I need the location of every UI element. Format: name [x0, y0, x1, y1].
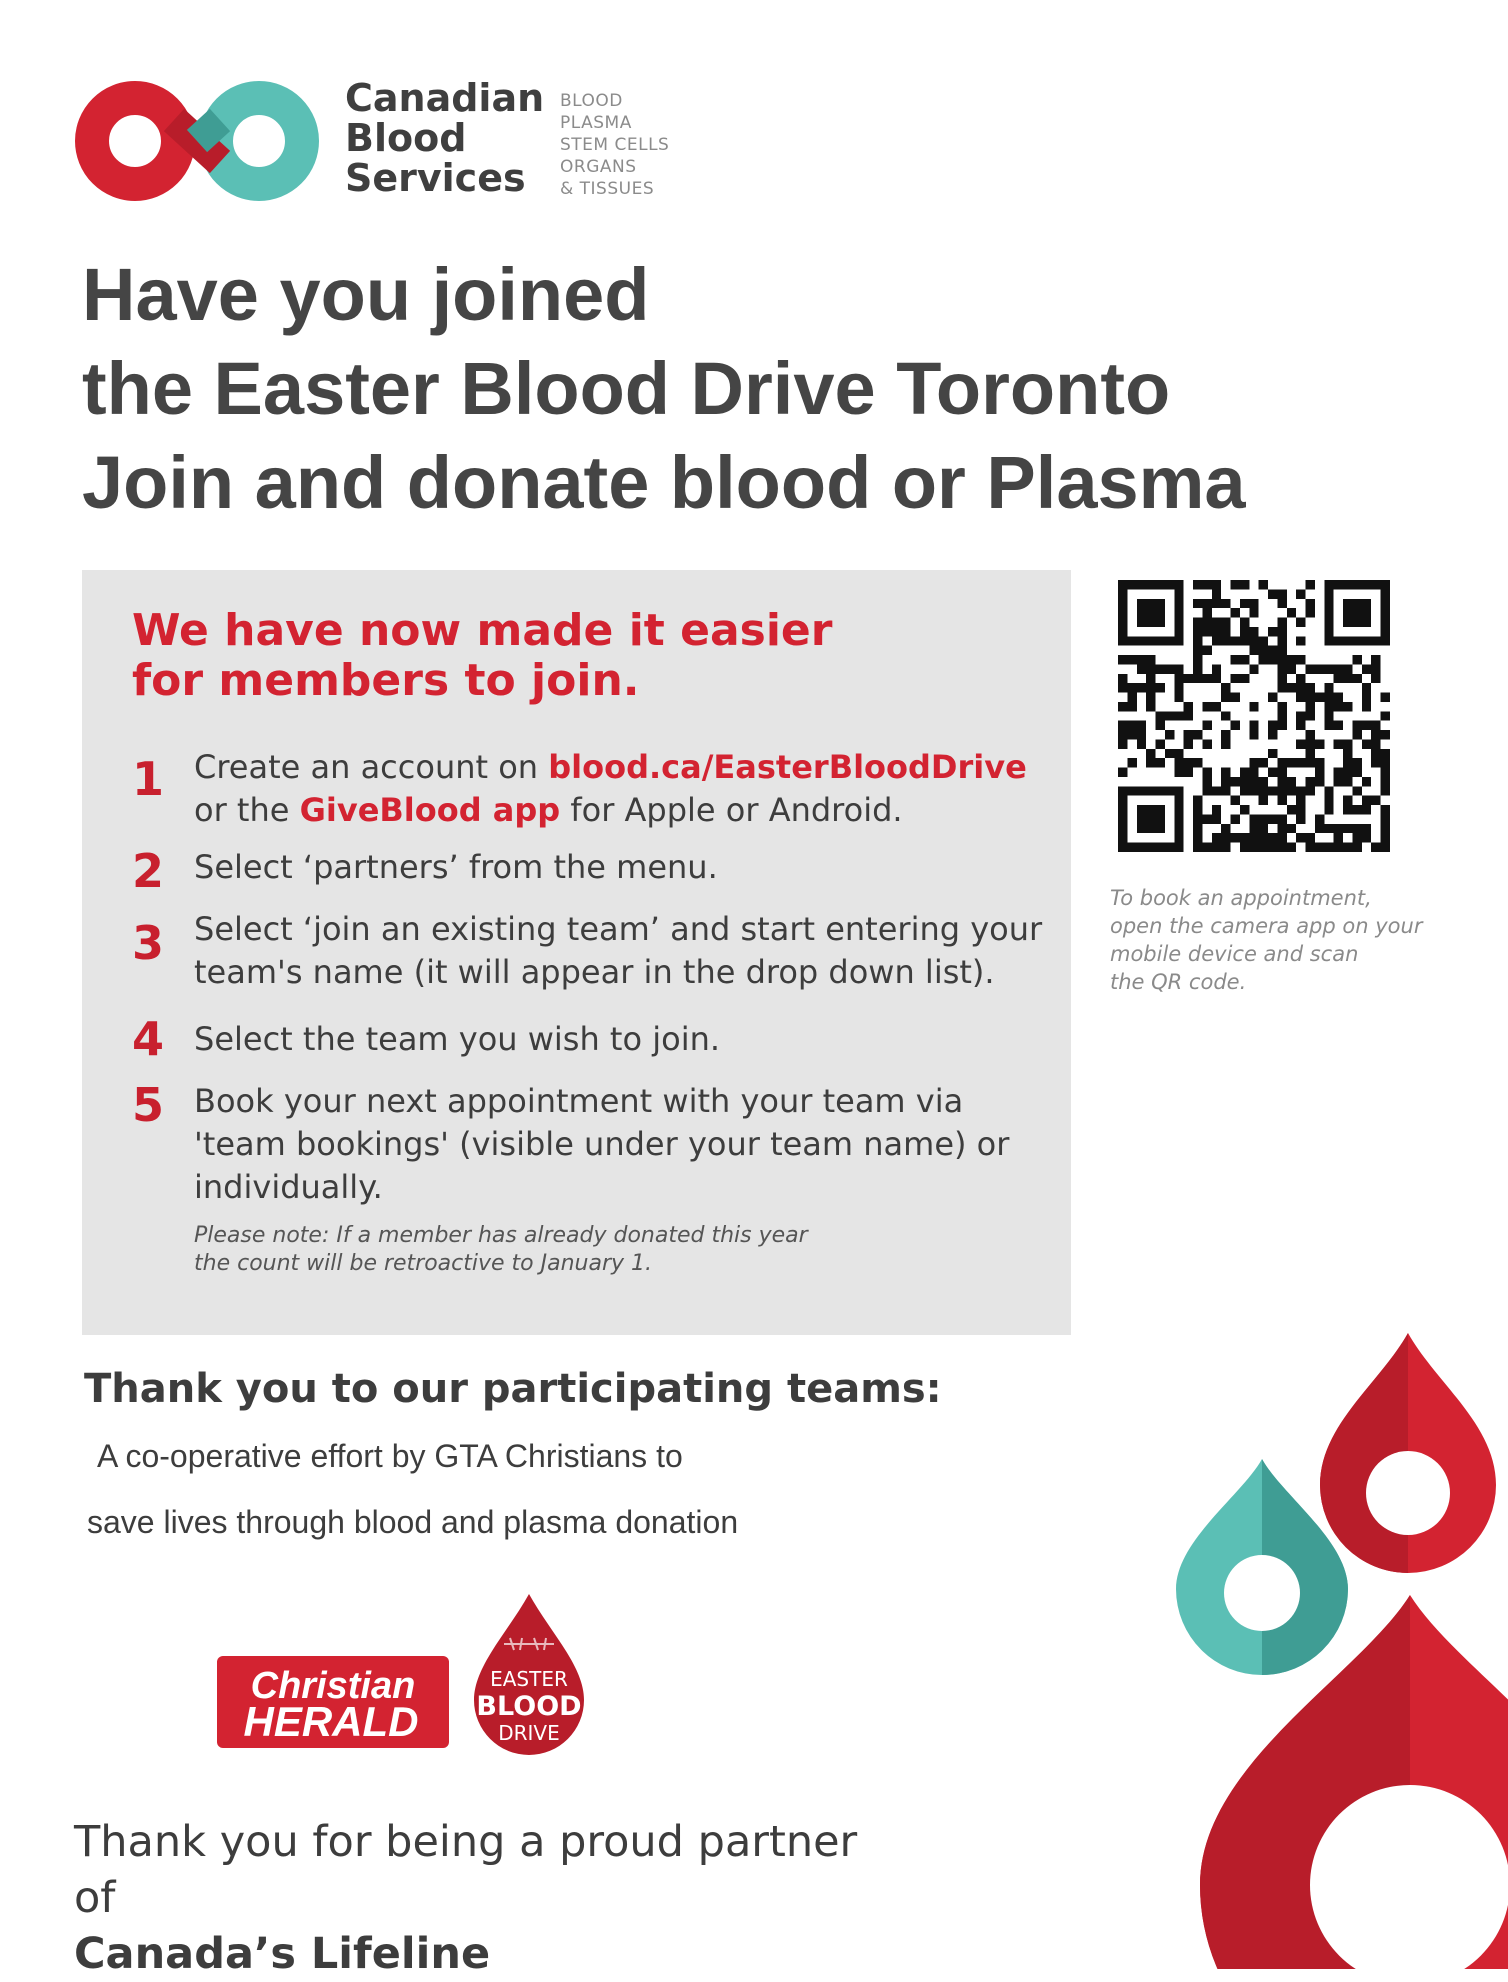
christian-herald-logo: [217, 1656, 449, 1748]
retroactive-note: Please note: If a member has already donated this year the count will be retroactive to January 1.: [194, 1223, 808, 1276]
step-2-text: Select ‘partners’ from the menu.: [194, 848, 718, 886]
step-1-text: Create an account on blood.ca/EasterBloodDrive or the GiveBlood app for Apple or Android.: [194, 748, 1027, 829]
step-number-1: 1: [132, 752, 165, 806]
thanks-line-1: A co-operative effort by GTA Christians to: [97, 1438, 683, 1474]
blood-drops-decoration-icon: [1170, 1325, 1508, 1969]
panel-title: We have now made it easier for members to join.: [132, 605, 833, 706]
step-number-3: 3: [132, 916, 165, 970]
step-5-text: Book your next appointment with your team via 'team bookings' (visible under your team name) or individually.: [194, 1082, 1010, 1206]
canadas-lifeline: Canada’s Lifeline: [74, 1929, 491, 1979]
easter-blood-drive-logo: [468, 1590, 590, 1758]
step-4-text: Select the team you wish to join.: [194, 1020, 721, 1058]
svg-text:EASTER: EASTER: [490, 1667, 568, 1691]
thanks-line-2: save lives through blood and plasma donation: [87, 1504, 739, 1540]
svg-text:HERALD: HERALD: [243, 1698, 419, 1745]
brand-services-list: BLOOD PLASMA STEM CELLS ORGANS & TISSUES: [560, 91, 670, 199]
blood-ca-link[interactable]: blood.ca/EasterBloodDrive: [548, 748, 1027, 786]
step-3-text: Select ‘join an existing team’ and start entering your team's name (it will appear in the drop down list).: [194, 910, 1043, 991]
step-number-2: 2: [132, 844, 165, 898]
svg-text:Christian: Christian: [250, 1665, 416, 1707]
canadian-blood-services-logo-icon: [74, 80, 320, 202]
step-number-4: 4: [132, 1012, 165, 1066]
closing-message: Thank you for being a proud partner of Canada’s Lifeline: [74, 1817, 858, 1979]
giveblood-app-link[interactable]: GiveBlood app: [299, 791, 561, 829]
step-number-5: 5: [132, 1078, 165, 1132]
page-headline: Have you joined the Easter Blood Drive Toronto Join and donate blood or Plasma: [82, 253, 1246, 524]
participating-teams-heading: Thank you to our participating teams:: [84, 1366, 942, 1412]
svg-text:BLOOD: BLOOD: [476, 1691, 582, 1722]
qr-caption: To book an appointment, open the camera app on your mobile device and scan the QR code.: [1110, 886, 1423, 994]
brand-name: Canadian Blood Services: [345, 76, 545, 200]
qr-code-icon[interactable]: [1118, 580, 1390, 852]
svg-text:DRIVE: DRIVE: [498, 1721, 560, 1745]
